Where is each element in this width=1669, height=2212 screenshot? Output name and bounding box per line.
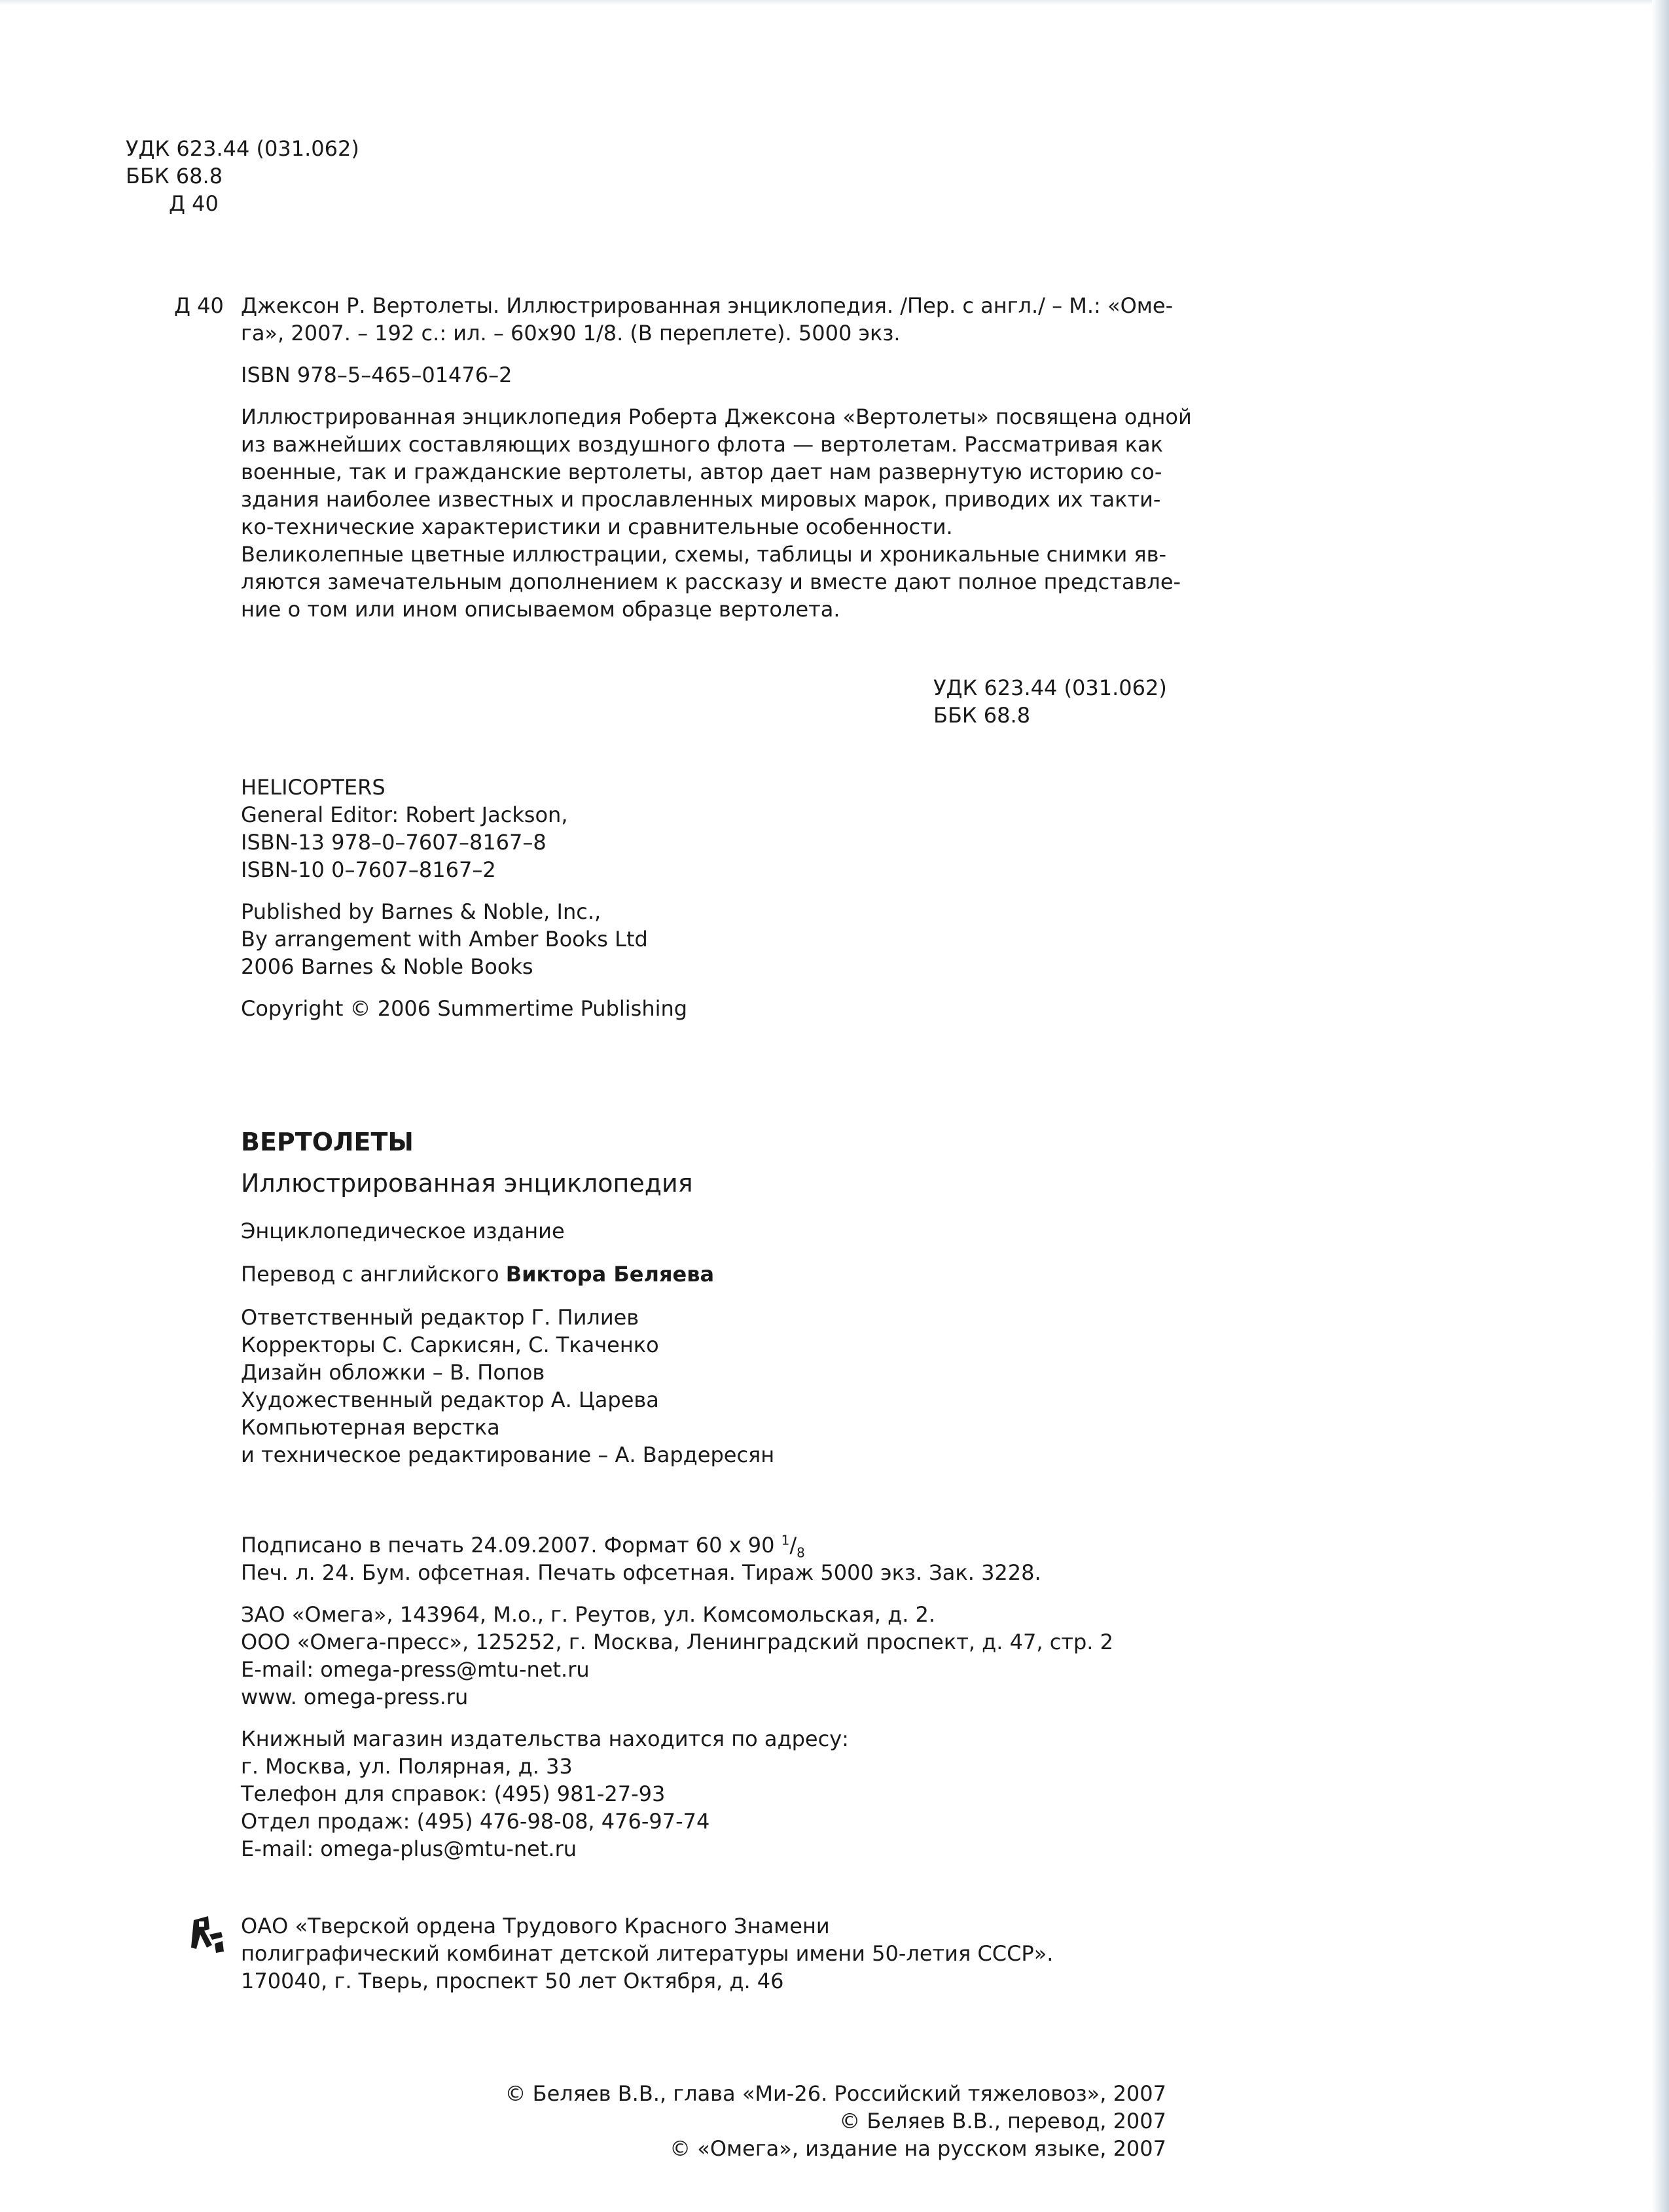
print-info	[241, 1531, 1113, 1863]
page-top-edge	[0, 0, 1669, 5]
catalog-isbn: ISBN 978–5–465–01476–2	[241, 363, 512, 387]
copyright-line: Copyright © 2006 Summertime Publishing	[241, 996, 688, 1021]
catalog-line: га», 2007. – 192 с.: ил. – 60х90 1/8. (В переплете). 5000 экз.	[241, 321, 901, 346]
original-title: HELICOPTERS	[241, 775, 386, 800]
format-denominator: 8	[797, 1544, 805, 1561]
staff-line: Корректоры С. Саркисян, С. Ткаченко	[241, 1332, 659, 1357]
isbn-10: ISBN-10 0–7607–8167–2	[241, 857, 496, 882]
annotation-line: ко-технические характеристики и сравнительные особенности.	[241, 514, 953, 539]
publisher-line: Published by Barnes & Noble, Inc.,	[241, 899, 601, 924]
store-info	[241, 1725, 1113, 1863]
original-edition-info	[241, 774, 687, 1022]
store-line: г. Москва, ул. Полярная, д. 33	[241, 1754, 573, 1779]
page-right-edge	[1652, 0, 1669, 2212]
copyright-notice: © Беляев В.В., перевод, 2007	[839, 2109, 1166, 2133]
annotation-line: ние о том или ином описываемом образце вертолета.	[241, 597, 840, 622]
print-signed: Подписано в печать 24.09.2007. Формат 60 х 90	[241, 1533, 781, 1558]
annotation-line: здания наиболее известных и прославленных мировых марок, приводих их такти-	[241, 487, 1161, 512]
printer-line: ОАО «Тверской ордена Трудового Красного Знамени	[241, 1914, 830, 1938]
annotation-line: из важнейших составляющих воздушного флота — вертолетам. Рассматривая как	[241, 432, 1163, 457]
format-numerator: 1	[781, 1532, 790, 1548]
udk-header	[126, 135, 359, 217]
publisher-year: 2006 Barnes & Noble Books	[241, 954, 533, 979]
udk-code: УДК 623.44 (031.062)	[126, 136, 359, 161]
store-line: Отдел продаж: (495) 476-98-08, 476-97-74	[241, 1809, 710, 1834]
udk-code: УДК 623.44 (031.062)	[933, 675, 1167, 700]
translation-prefix: Перевод с английского	[241, 1262, 506, 1287]
staff-line: Художественный редактор А. Царева	[241, 1387, 659, 1412]
catalog-line: Джексон Р. Вертолеты. Иллюстрированная энциклопедия. /Пер. с англ./ – М.: «Оме-	[241, 293, 1174, 318]
staff-line: Компьютерная верстка	[241, 1415, 500, 1440]
udk-footer	[933, 674, 1167, 729]
catalog-author-mark: Д 40	[174, 293, 224, 318]
russian-edition-info	[241, 1126, 774, 1469]
annotation-line: ляются замечательным дополнением к рассказу и вместе дают полное представле-	[241, 569, 1181, 594]
printer-line: полиграфический комбинат детской литературы имени 50-летия СССР».	[241, 1941, 1054, 1966]
store-email: E-mail: omega-plus@mtu-net.ru	[241, 1836, 577, 1861]
copyright-notice: © Беляев В.В., глава «Ми-26. Российский тяжеловоз», 2007	[505, 2081, 1166, 2106]
publisher-line: ЗАО «Омега», 143964, М.о., г. Реутов, ул. Комсомольская, д. 2.	[241, 1602, 936, 1627]
store-line: Книжный магазин издательства находится по адресу:	[241, 1726, 849, 1751]
publisher-line: ООО «Омега-пресс», 125252, г. Москва, Ленинградский проспект, д. 47, стр. 2	[241, 1630, 1113, 1654]
store-line: Телефон для справок: (495) 981-27-93	[241, 1781, 666, 1806]
annotation-line: Иллюстрированная энциклопедия Роберта Джексона «Вертолеты» посвящена одной	[241, 404, 1192, 429]
bbk-code: ББК 68.8	[126, 164, 223, 188]
print-details: Печ. л. 24. Бум. офсетная. Печать офсетная. Тираж 5000 экз. Зак. 3228.	[241, 1560, 1041, 1585]
translator-name: Виктора Беляева	[505, 1262, 715, 1287]
annotation-line: Великолепные цветные иллюстрации, схемы, таблицы и хроникальные снимки яв-	[241, 542, 1167, 567]
printer-info	[190, 1912, 1053, 1995]
staff-line: Ответственный редактор Г. Пилиев	[241, 1305, 639, 1330]
format-slash: /	[789, 1533, 797, 1558]
arrangement-line: By arrangement with Amber Books Ltd	[241, 927, 648, 952]
general-editor: General Editor: Robert Jackson,	[241, 802, 568, 827]
book-subtitle: Иллюстрированная энциклопедия	[241, 1169, 693, 1198]
book-title: ВЕРТОЛЕТЫ	[241, 1128, 414, 1156]
annotation-line: военные, так и гражданские вертолеты, автор дает нам развернутую историю со-	[241, 459, 1162, 484]
staff-list	[241, 1304, 774, 1469]
bbk-code: ББК 68.8	[933, 703, 1031, 728]
author-mark: Д 40	[169, 191, 219, 216]
publisher-address	[241, 1601, 1113, 1711]
printer-logo-icon	[190, 1915, 225, 1954]
isbn-13: ISBN-13 978–0–7607–8167–8	[241, 830, 547, 855]
publisher-email: E-mail: omega-press@mtu-net.ru	[241, 1657, 590, 1682]
copyright-notices	[505, 2080, 1166, 2162]
translation-credit	[241, 1260, 774, 1288]
edition-type: Энциклопедическое издание	[241, 1219, 565, 1243]
staff-line: Дизайн обложки – В. Попов	[241, 1360, 545, 1385]
print-signed-line	[241, 1531, 1113, 1559]
catalog-record	[174, 292, 1192, 623]
publisher-website: www. omega-press.ru	[241, 1685, 469, 1709]
staff-line: и техническое редактирование – А. Вардересян	[241, 1442, 775, 1467]
copyright-notice: © «Омега», издание на русском языке, 2007	[670, 2136, 1166, 2161]
annotation	[241, 403, 1192, 623]
printer-address: 170040, г. Тверь, проспект 50 лет Октября, д. 46	[241, 1969, 784, 1993]
